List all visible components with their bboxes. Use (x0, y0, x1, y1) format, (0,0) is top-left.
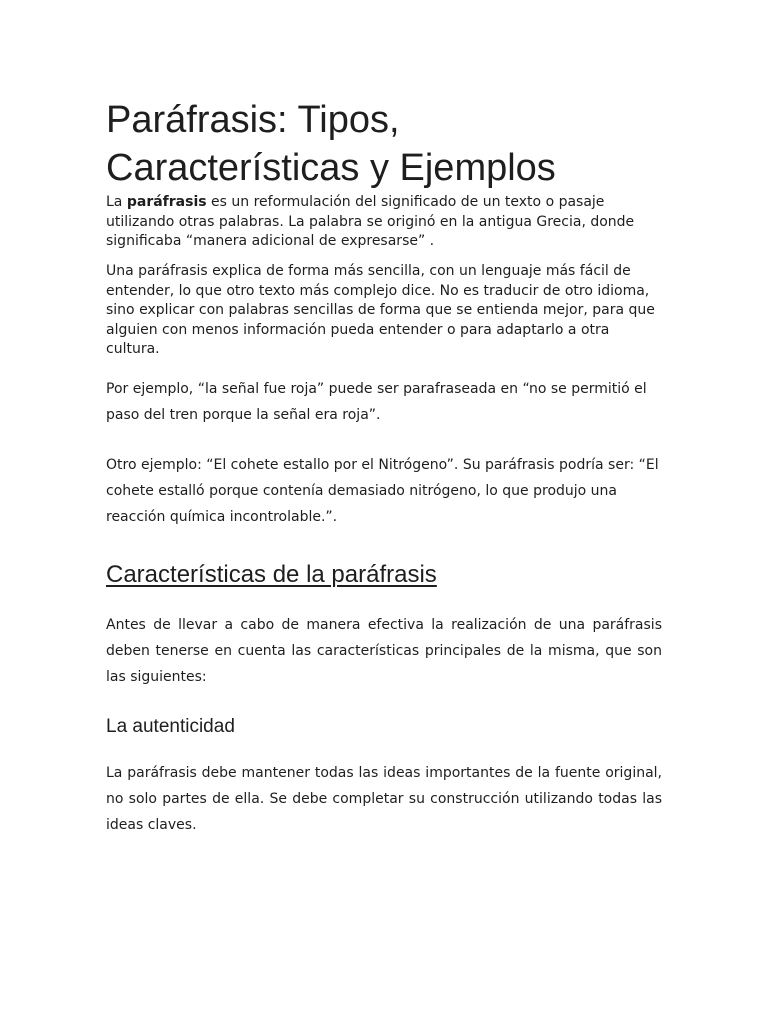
intro-lead: La (106, 194, 127, 210)
subsection-paragraph: La paráfrasis debe mantener todas las ideas importantes de la fuente original, no solo partes de ella. Se debe completar su construcción utilizando todas las ideas claves. (106, 765, 662, 833)
title-line-1: Paráfrasis: Tipos, (106, 99, 400, 141)
page-title (106, 96, 666, 192)
intro-paragraph (106, 193, 662, 252)
intro-rest: es un reformulación del significado de un texto o pasaje utilizando otras palabras. La palabra se originó en la antigua Grecia, donde significaba “manera adicional de expresarse” . (106, 194, 635, 250)
subheading: La autenticidad (106, 716, 235, 737)
section-intro-paragraph: Antes de llevar a cabo de manera efectiva la realización de una paráfrasis deben tenerse en cuenta las características principales de la misma, que son las siguientes: (106, 617, 662, 685)
intro-bold-term: paráfrasis (126, 194, 207, 210)
paragraph-2: Una paráfrasis explica de forma más sencilla, con un lenguaje más fácil de entender, lo que otro texto más complejo dice. No es traducir de otro idioma, sino explicar con palabras sencillas de forma que se entienda mejor, para que alguien con menos información pueda entender o para adaptarlo a otra cultura. (106, 263, 655, 358)
example-2-paragraph: Otro ejemplo: “El cohete estallo por el Nitrógeno”. Su paráfrasis podría ser: “El cohete estalló porque contenía demasiado nitrógeno, lo que produjo una reacción química incontrolable.”. (106, 457, 659, 525)
title-line-2: Características y Ejemplos (106, 147, 556, 189)
section-heading: Características de la paráfrasis (106, 561, 437, 588)
example-1-paragraph: Por ejemplo, “la señal fue roja” puede ser parafraseada en “no se permitió el paso del tren porque la señal era roja”. (106, 381, 647, 423)
